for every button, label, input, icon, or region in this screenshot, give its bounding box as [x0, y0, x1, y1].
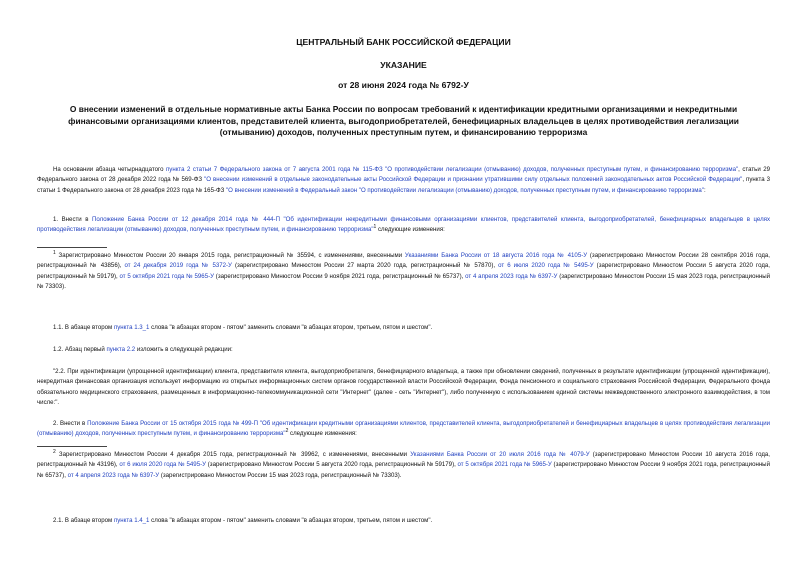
- footnote-divider-2: [37, 446, 107, 447]
- intro-text-4: :: [704, 186, 706, 194]
- footnote-1-text-6: (зарегистрировано Минюстом России 15 мая 2023 года, регистрационный № 73303).: [37, 272, 770, 290]
- directive-4105u-link[interactable]: Указаниями Банка России от 18 августа 2016 года № 4105-У: [404, 252, 588, 259]
- law-115fz-link[interactable]: пункта 2 статьи 7 Федерального закона от 7 августа 2001 года № 115-ФЗ "О противодействии легализации (отмыванию) доходов, полученных преступным путем, и финансированию терроризма": [165, 166, 739, 173]
- item-1-2-text-1: 1.2. Абзац первый: [53, 346, 107, 353]
- item-1-1: [37, 323, 770, 333]
- item-1-1-text-2: слова "в абзацах втором - пятом" заменить словами "в абзацах втором, третьем, пятом и шестом".: [149, 324, 433, 331]
- directive-6397u-link-2[interactable]: от 4 апреля 2023 года № 6397-У: [67, 471, 160, 479]
- footnote-2-text-3: (зарегистрировано Минюстом России 5 августа 2020 года, регистрационный № 59179),: [205, 461, 458, 469]
- footnote-1-text-2: (зарегистрировано Минюстом России 28 сентября 2016 года, регистрационный № 43856),: [37, 252, 770, 270]
- item-1: [37, 215, 770, 236]
- footnote-ref-1[interactable]: 1: [373, 224, 377, 231]
- item-2: [37, 419, 770, 440]
- item-1-text-1: 1. Внести в: [53, 216, 92, 223]
- footnote-1: [37, 251, 770, 292]
- item-1-2-text-2: изложить в следующей редакции:: [135, 346, 233, 353]
- law-165fz-link[interactable]: "О внесении изменений в Федеральный закон "О противодействии легализации (отмыванию) доходов, полученных преступным путем, и финансированию терроризма": [226, 186, 704, 194]
- item-1-1-text-1: 1.1. В абзаце втором: [53, 324, 114, 331]
- regulation-444p-link[interactable]: Положение Банка России от 12 декабря 2014 года № 444-П "Об идентификации некредитными финансовыми организациями клиентов, представителей клиента, выгодоприобретателей, бенефициарных владельцев в целях противодействия легализации (отмыванию) доходов, полученных преступным путем, и финансированию терроризма": [37, 216, 770, 234]
- directive-5965u-link-2[interactable]: от 5 октября 2021 года № 5965-У: [457, 461, 552, 469]
- item-1-2: [37, 345, 770, 355]
- issuer-heading: ЦЕНТРАЛЬНЫЙ БАНК РОССИЙСКОЙ ФЕДЕРАЦИИ: [296, 37, 511, 47]
- clause-1-3-1-link[interactable]: пункта 1.3_1: [113, 324, 150, 331]
- directive-5495u-link[interactable]: от 6 июля 2020 года № 5495-У: [498, 262, 594, 270]
- document-type: УКАЗАНИЕ: [380, 60, 427, 70]
- document-date: от 28 июня 2024 года № 6792-У: [338, 80, 469, 90]
- clause-1-4-1-link[interactable]: пункта 1.4_1: [113, 517, 150, 524]
- directive-6397u-link[interactable]: от 4 апреля 2023 года № 6397-У: [465, 272, 558, 280]
- footnote-2-text-1: Зарегистрировано Минюстом России 4 декабря 2015 года, регистрационный № 39962, с изменениями, внесенными: [55, 451, 411, 458]
- law-569fz-link[interactable]: "О внесении изменений в отдельные законодательные акты Российской Федерации и признании утратившими силу отдельных положений законодательных актов Российской Федерации": [204, 176, 743, 184]
- item-1-text-2: следующие изменения:: [376, 226, 445, 234]
- item-2-text-2: следующие изменения:: [288, 430, 357, 438]
- directive-5965u-link[interactable]: от 5 октября 2021 года № 5965-У: [119, 272, 214, 280]
- footnote-1-text-5: (зарегистрировано Минюстом России 9 ноября 2021 года, регистрационный № 65737),: [214, 272, 466, 280]
- item-2-1-text-2: слова "в абзацах втором - пятом" заменить словами "в абзацах втором, третьем, пятом и шестом".: [149, 517, 433, 524]
- intro-text-3: , пункта 3 статьи 1 Федерального закона от 28 декабря 2023 года № 165-ФЗ: [37, 176, 770, 194]
- directive-5372u-link[interactable]: от 24 декабря 2019 года № 5372-У: [124, 262, 232, 270]
- quoted-clause-2-2: "2.2. При идентификации (упрощенной идентификации) клиента, представителя клиента, выгодоприобретателя, бенефициарного владельца, а также при обновлении сведений, полученных в результате идентификации (упрощенной идентификации), некредитная финансовая организация использует информацию из открытых информационных систем органов государственной власти Российской Федерации, Фонда пенсионного и социального страхования Российской Федерации, Федерального фонда обязательного медицинского страхования, размещенных в информационно-телекоммуникационной сети "Интернет" (далее - сеть "Интернет"), либо полученную с использованием единой системы межведомственного электронного взаимодействия, в том числе:".: [37, 368, 770, 406]
- footnote-1-marker: 1: [53, 249, 56, 256]
- directive-5495u-link-2[interactable]: от 6 июля 2020 года № 5495-У: [119, 461, 206, 469]
- footnote-2: [37, 450, 770, 481]
- intro-text-1: На основании абзаца четырнадцатого: [53, 166, 166, 173]
- clause-2-2-link[interactable]: пункта 2.2: [106, 346, 136, 353]
- footnote-2-text-5: (зарегистрировано Минюстом России 15 мая 2023 года, регистрационный № 73303).: [159, 471, 402, 479]
- item-2-1-text-1: 2.1. В абзаце втором: [53, 517, 114, 524]
- intro-text-2: , статьи 29 Федерального закона от 28 декабря 2022 года № 569-ФЗ: [37, 166, 770, 184]
- footnote-1-text-3: (зарегистрировано Минюстом России 27 марта 2020 года, регистрационный № 57870),: [231, 262, 499, 270]
- footnote-divider: [37, 247, 107, 248]
- document-title: О внесении изменений в отдельные нормативные акты Банка России по вопросам требований к идентификации кредитными организациями и некредитными финансовыми организациями клиентов, представителей клиента, выгодоприобретателей, бенефициарных владельцев в целях противодействия легализации (отмыванию) доходов, полученных преступным путем, и финансированию терроризма: [68, 104, 739, 137]
- footnote-2-marker: 2: [53, 448, 56, 455]
- regulation-499p-link[interactable]: Положение Банка России от 15 октября 2015 года № 499-П "Об идентификации кредитными организациями клиентов, представителей клиента, выгодоприобретателей и бенефициарных владельцев в целях противодействия легализации (отмыванию) доходов, полученных преступным путем, и финансированию терроризма": [37, 420, 770, 438]
- intro-paragraph: [37, 165, 770, 196]
- item-2-1: [37, 516, 770, 526]
- directive-4079u-link[interactable]: Указаниями Банка России от 20 июля 2016 года № 4079-У: [410, 451, 590, 458]
- footnote-2-text-4: (зарегистрировано Минюстом России 9 ноября 2021 года, регистрационный № 65737),: [37, 461, 770, 479]
- footnote-1-text-4: (зарегистрировано Минюстом России 5 августа 2020 года, регистрационный № 59179),: [37, 262, 770, 280]
- footnote-ref-2[interactable]: 2: [285, 428, 289, 435]
- item-2-text-1: 2. Внести в: [53, 420, 88, 427]
- footnote-1-text-1: Зарегистрировано Минюстом России 20 января 2015 года, регистрационный № 35594, с изменениями, внесенными: [55, 252, 405, 259]
- footnote-2-text-2: (зарегистрировано Минюстом России 10 августа 2016 года, регистрационный № 43196),: [37, 451, 770, 469]
